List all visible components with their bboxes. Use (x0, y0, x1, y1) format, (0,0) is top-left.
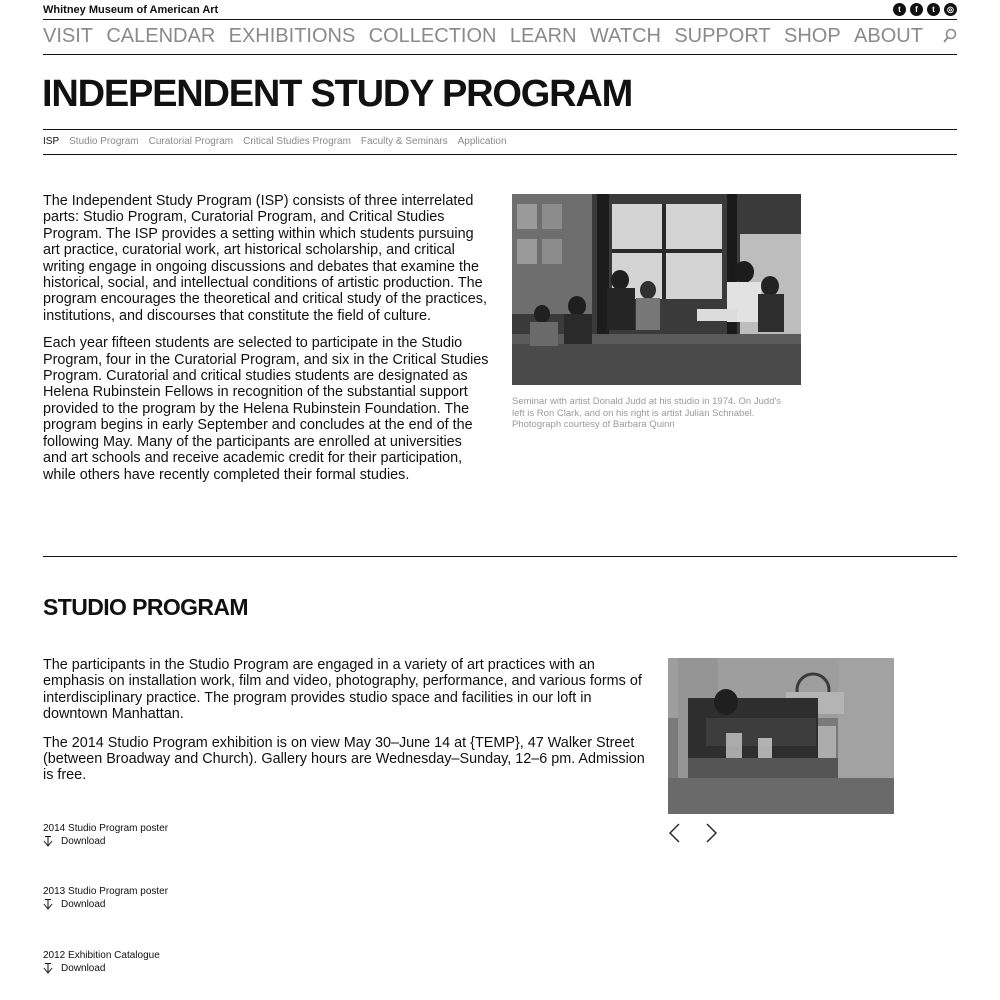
facebook-icon[interactable]: f (910, 3, 923, 16)
subnav-item-studio[interactable]: Studio Program (69, 136, 139, 147)
subnav-item-faculty[interactable]: Faculty & Seminars (360, 136, 448, 147)
subnav-item-critical-studies[interactable]: Critical Studies Program (243, 136, 351, 147)
download-item (43, 823, 343, 886)
twitter-icon[interactable]: t (893, 3, 906, 16)
carousel-arrows (668, 822, 728, 844)
download-title: 2014 Studio Program poster (43, 823, 169, 834)
download-arrow-icon (43, 899, 53, 910)
instagram-icon[interactable]: ◎ (944, 3, 957, 16)
nav-item-shop[interactable]: SHOP (783, 25, 841, 47)
studio-paragraph: The 2014 Studio Program exhibition is on view May 30–June 14 at {TEMP}, 47 Walker Street (between Broadway and Church). Gallery hours are Wednesday–Sunday, 12–6 pm. Admission is free. (43, 734, 645, 784)
sub-nav (43, 129, 957, 155)
download-item (43, 886, 343, 949)
search-icon[interactable] (943, 28, 957, 44)
download-label[interactable]: Download (61, 962, 106, 974)
download-link[interactable] (43, 835, 343, 848)
download-label[interactable]: Download (61, 836, 106, 847)
studio-paragraph: The participants in the Studio Program are engaged in a variety of art practices with an emphasis on installation work, film and video, photography, performance, and various forms of interdisciplinary practice. The program provides studio space and facilities in our loft in downtown Manhattan. (43, 657, 642, 723)
intro-paragraph: Each year fifteen students are selected to participate in the Studio Program, four in the Curatorial Program, and six in the Critical Studies Program. Curatorial and critical studies students are designated as Helena Rubinstein Fellows in recognition of the substantial support provided to the program by the Helena Rubinstein Foundation. The program begins in early September and concludes at the end of the following May. Many of the participants are enrolled at universities and art schools and receive academic credit for their participation, while others have recently completed their formal studies. (43, 335, 489, 483)
subnav-item-application[interactable]: Application (457, 136, 507, 147)
photo-caption: Seminar with artist Donald Judd at his studio in 1974. On Judd's left is Ron Clark, and on his right is artist Julian Schnabel. Photograph courtesy of Barbara Quinn (512, 396, 782, 431)
download-arrow-icon (43, 963, 53, 974)
chevron-left-icon[interactable] (670, 824, 679, 842)
download-arrow-icon (43, 836, 53, 847)
intro-text (43, 193, 489, 494)
nav-item-collection[interactable]: COLLECTION (368, 25, 497, 47)
section-title: STUDIO PROGRAM (43, 594, 248, 620)
main-nav (43, 20, 957, 55)
section-divider (43, 556, 957, 557)
seminar-photo (512, 194, 801, 385)
nav-item-learn[interactable]: LEARN (509, 25, 577, 47)
brand-logo[interactable]: Whitney Museum of American Art (43, 4, 219, 16)
download-link[interactable] (43, 898, 343, 911)
download-list (43, 823, 343, 1000)
chevron-right-icon[interactable] (707, 824, 716, 842)
social-links (893, 3, 957, 16)
tumblr-icon[interactable]: t (927, 3, 940, 16)
download-item (43, 950, 343, 1000)
download-link[interactable] (43, 962, 343, 975)
nav-item-visit[interactable]: VISIT (43, 25, 94, 47)
top-bar (43, 3, 957, 20)
nav-item-exhibitions[interactable]: EXHIBITIONS (228, 25, 356, 47)
intro-paragraph: The Independent Study Program (ISP) consists of three interrelated parts: Studio Program, Curatorial Program, and Critical Studies Program. The ISP provides a setting within which students pursuing art practice, curatorial work, art historical scholarship, and critical writing engage in ongoing discussions and debates that examine the historical, social, and intellectual conditions of artistic production. The program encourages the theoretical and critical study of the practices, institutions, and discourses that constitute the field of culture. (43, 193, 487, 324)
nav-item-calendar[interactable]: CALENDAR (106, 25, 216, 47)
download-title: 2013 Studio Program poster (43, 886, 169, 898)
download-title: 2012 Exhibition Catalogue (43, 949, 160, 961)
subnav-item-isp[interactable]: ISP (43, 136, 60, 147)
nav-item-watch[interactable]: WATCH (589, 25, 661, 47)
subnav-item-curatorial[interactable]: Curatorial Program (148, 136, 234, 147)
nav-item-about[interactable]: ABOUT (854, 25, 923, 47)
studio-photo (668, 658, 894, 814)
download-label[interactable]: Download (61, 899, 106, 911)
page-title: INDEPENDENT STUDY PROGRAM (42, 73, 633, 115)
nav-item-support[interactable]: SUPPORT (674, 25, 771, 47)
studio-program-text (43, 657, 653, 796)
